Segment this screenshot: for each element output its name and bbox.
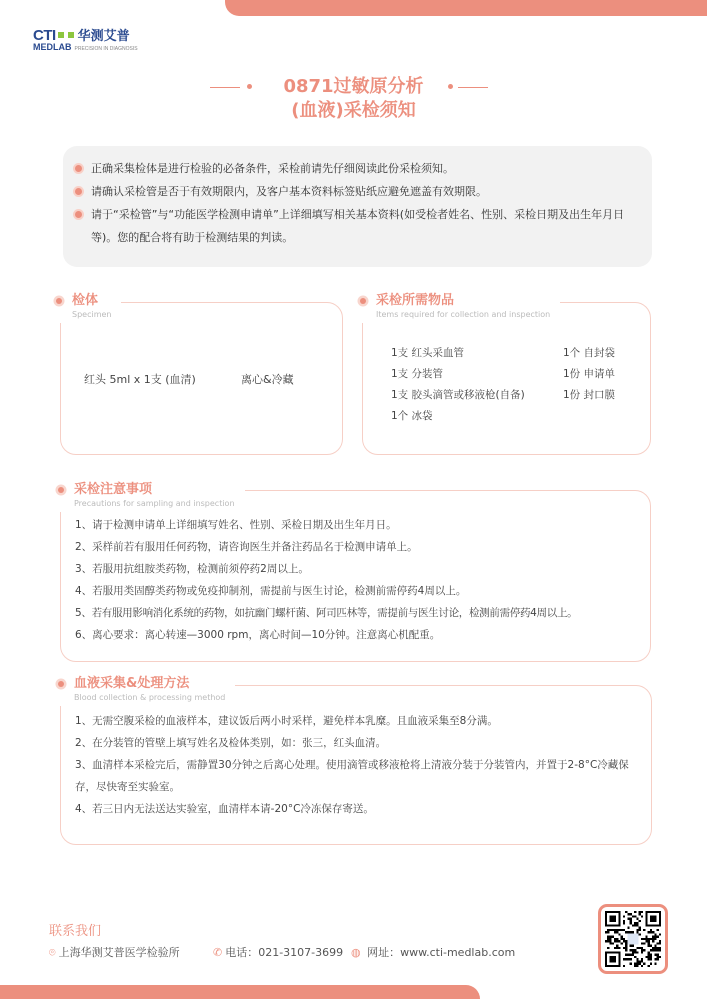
blood-line: 1、无需空腹采检的血液样本，建议饭后两小时采样，避免样本乳糜。且血液采集至8分满。 bbox=[75, 715, 498, 727]
notice-item: 正确采集检体是进行检验的必备条件，采检前请先仔细阅读此份采检须知。 bbox=[75, 157, 634, 180]
precaution-line: 1、请于检测申请单上详细填写姓名、性别、采检日期及出生年月日。 bbox=[75, 519, 397, 531]
precaution-line: 2、采样前若有服用任何药物，请咨询医生并备注药品名于检测申请单上。 bbox=[75, 541, 418, 553]
logo: CTI 华测艾普 MEDLAB PRECISION IN DIAGNOSIS bbox=[33, 27, 138, 52]
notice-item: 请于“采检管”与“功能医学检测申请单”上详细填写相关基本资料(如受检者姓名、性别、采检日期及出生年月日等)。您的配合将有助于检测结果的判读。 bbox=[75, 203, 634, 249]
blood-line: 4、若三日内无法送达实验室，血清样本请-20°C冷冻保存寄送。 bbox=[75, 803, 374, 815]
phone: 电话：021-3107-3699 bbox=[225, 946, 344, 959]
notice-box bbox=[63, 146, 652, 267]
precautions-box bbox=[60, 490, 651, 662]
contact-heading: 联系我们 bbox=[49, 924, 102, 939]
blood-header: 血液采集&处理方法 Blood collection & processing method bbox=[54, 676, 235, 706]
specimen-box bbox=[60, 302, 343, 455]
notice-item: 请确认采检管是否于有效期限内，及客户基本资料标签贴纸应避免遮盖有效期限。 bbox=[75, 180, 634, 203]
phone-icon: ✆ bbox=[213, 946, 223, 959]
blood-line: 2、在分装管的管壁上填写姓名及检体类别，如：张三，红头血清。 bbox=[75, 737, 387, 749]
items-header: 采检所需物品 Items required for collection and inspection bbox=[356, 293, 560, 323]
blood-box bbox=[60, 685, 652, 845]
precaution-line: 3、若服用抗组胺类药物，检测前须停药2周以上。 bbox=[75, 563, 309, 575]
item: 1份 封口膜 bbox=[563, 389, 616, 401]
website-link[interactable]: 网址：www.cti-medlab.com bbox=[367, 946, 516, 959]
location-icon: ⌾ bbox=[49, 946, 56, 959]
precautions-header: 采检注意事项 Precautions for sampling and inspection bbox=[54, 482, 245, 512]
item: 1支 红头采血管 bbox=[391, 347, 465, 359]
item: 1支 分装管 bbox=[391, 368, 444, 380]
globe-icon: ◍ bbox=[351, 946, 361, 959]
top-decor-bar bbox=[225, 0, 707, 16]
item: 1支 胶头滴管或移液枪(自备) bbox=[391, 389, 525, 401]
specimen-header: 检体 Specimen bbox=[52, 293, 121, 323]
specimen-content: 红头 5ml x 1支 (血清) bbox=[84, 373, 196, 386]
items-box bbox=[362, 302, 651, 455]
precaution-line: 5、若有服用影响消化系统的药物，如抗幽门螺杆菌、阿司匹林等，需提前与医生讨论，检测前需停药4周以上。 bbox=[75, 607, 578, 619]
qr-code bbox=[598, 904, 668, 974]
item: 1个 冰袋 bbox=[391, 410, 433, 422]
precaution-line: 6、离心要求：离心转速—3000 rpm，离心时间—10分钟。注意离心机配重。 bbox=[75, 629, 441, 641]
address: 上海华测艾普医学检验所 bbox=[58, 946, 180, 959]
item: 1个 自封袋 bbox=[563, 347, 616, 359]
page-title: 0871过敏原分析 (血液)采检须知 bbox=[0, 75, 707, 123]
precaution-line: 4、若服用类固醇类药物或免疫抑制剂，需提前与医生讨论，检测前需停药4周以上。 bbox=[75, 585, 467, 597]
bottom-decor-bar bbox=[0, 985, 480, 999]
blood-line: 3、血清样本采检完后，需静置30分钟之后离心处理。使用滴管或移液枪将上清液分装于分装管内，并置于2-8°C冷藏保存，尽快寄至实验室。 bbox=[75, 759, 629, 793]
item: 1份 申请单 bbox=[563, 368, 616, 380]
specimen-storage: 离心&冷藏 bbox=[241, 373, 294, 386]
